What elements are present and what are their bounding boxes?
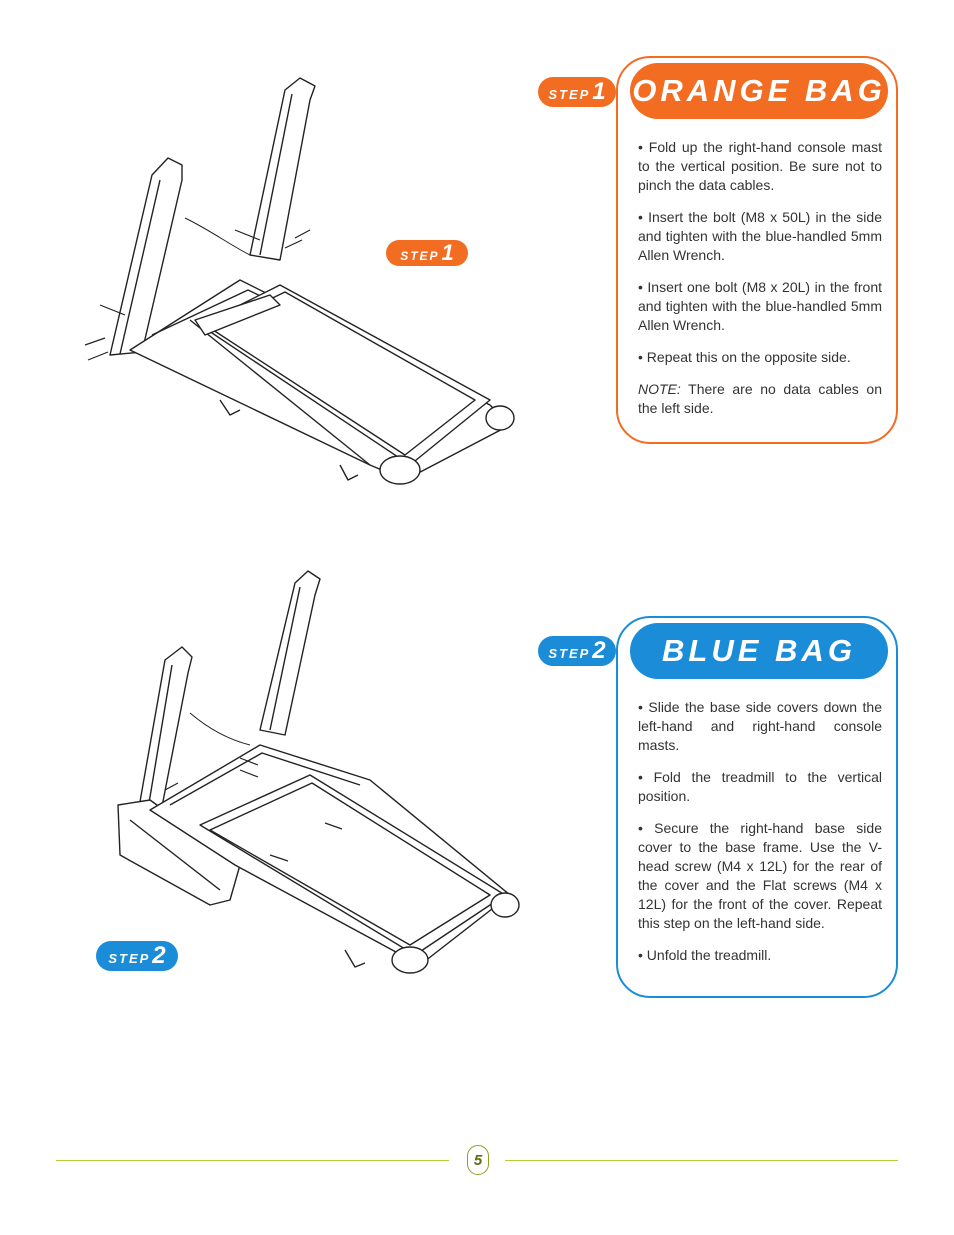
card-title-orange-bag: ORANGE BAG: [630, 63, 888, 119]
instruction-paragraph: • Insert one bolt (M8 x 20L) in the front and tighten with the blue-handled 5mm Allen Wrench.: [638, 279, 882, 333]
instruction-paragraph: • Fold up the right-hand console mast to the vertical position. Be sure not to pinch the data cables.: [638, 139, 882, 193]
illustration-step-label-1: STEP 1: [386, 240, 468, 266]
treadmill-illustration-step-1: [70, 70, 530, 490]
card-body-step-2: [638, 698, 882, 978]
instruction-paragraph: • Unfold the treadmill.: [638, 947, 772, 963]
instruction-paragraph: • Repeat this on the opposite side.: [638, 349, 851, 365]
note-paragraph: [638, 380, 882, 418]
card-body-step-1: [638, 138, 882, 431]
page-number: 5: [467, 1145, 489, 1175]
footer-rule-right: [505, 1160, 898, 1161]
footer-rule-left: [56, 1160, 449, 1161]
instruction-paragraph: • Secure the right-hand base side cover to the base frame. Use the V-head screw (M4 x 12L) for the rear of the cover and the Flat screws (M4 x 12L) for the front of the cover. Repeat this step on the left-hand side.: [638, 820, 882, 931]
illustration-step-label-2: STEP 2: [96, 941, 178, 971]
step-label-2: STEP 2: [538, 636, 616, 666]
note-text: There are no data cables on the left side.: [638, 381, 882, 416]
treadmill-illustration-step-2: [90, 565, 540, 985]
instruction-paragraph: • Insert the bolt (M8 x 50L) in the side and tighten with the blue-handled 5mm Allen Wrench.: [638, 209, 882, 263]
instruction-paragraph: • Fold the treadmill to the vertical position.: [638, 769, 882, 804]
step-label-1: STEP 1: [538, 77, 616, 107]
instruction-paragraph: • Slide the base side covers down the left-hand and right-hand console masts.: [638, 699, 882, 753]
note-label: NOTE:: [638, 381, 681, 397]
card-title-blue-bag: BLUE BAG: [630, 623, 888, 679]
